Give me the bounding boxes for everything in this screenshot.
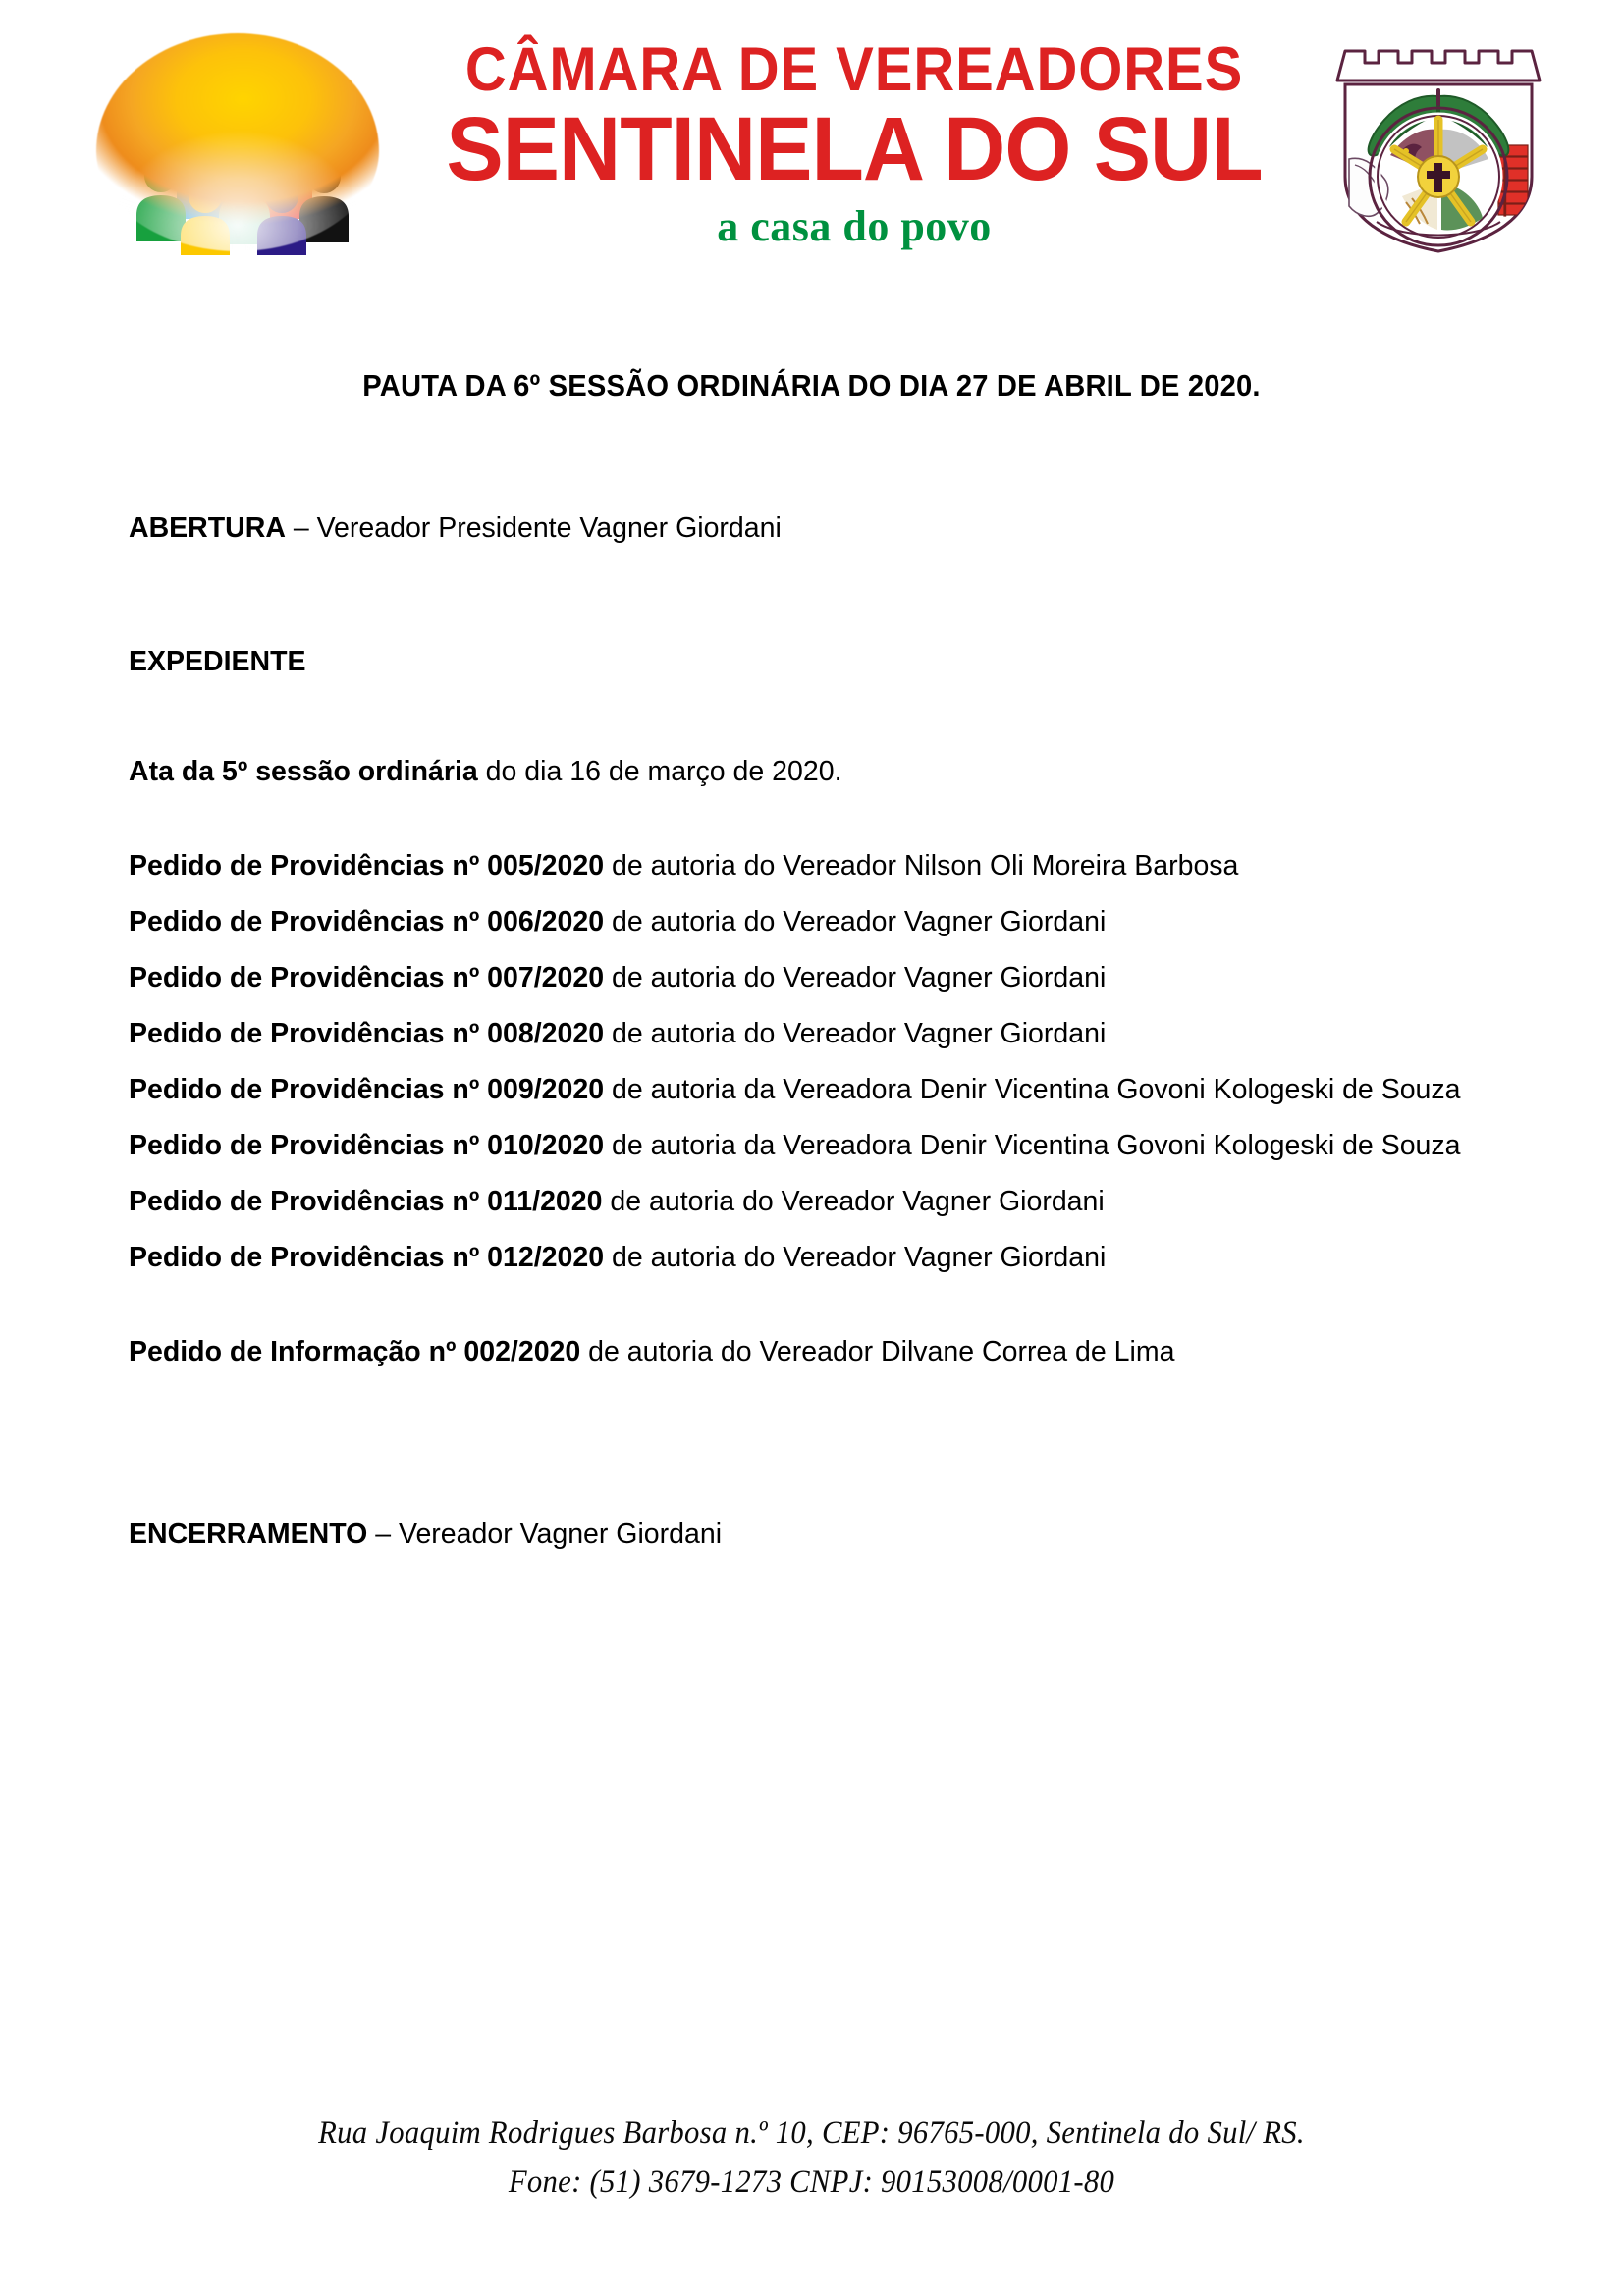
spacer (129, 1107, 1503, 1128)
wordmark-line-camara: CÂMARA DE VEREADORES (464, 35, 1244, 104)
item-text: de autoria do Vereador Dilvane Correa de Lima (580, 1336, 1175, 1367)
spacer (129, 995, 1503, 1016)
item-label: Pedido de Providências nº 009/2020 (129, 1074, 605, 1105)
spacer (129, 679, 1503, 754)
item-label: Pedido de Providências nº 005/2020 (129, 850, 605, 881)
footer-contact: Fone: (51) 3679-1273 CNPJ: 90153008/0001-80 (508, 2164, 1115, 2200)
item-text: de autoria da Vereadora Denir Vicentina Govoni Kologeski de Souza (604, 1074, 1461, 1105)
spacer (129, 939, 1503, 960)
section-encerramento-text: – Vereador Vagner Giordani (367, 1519, 723, 1550)
list-item (129, 904, 1503, 939)
letterhead (0, 0, 1623, 353)
document-body (129, 510, 1503, 1552)
list-item (129, 1128, 1503, 1163)
coat-of-arms-drawing (1316, 29, 1561, 255)
section-encerramento-label: ENCERRAMENTO (129, 1519, 368, 1550)
section-ata (129, 754, 1503, 789)
list-item (129, 1240, 1503, 1275)
page-title: PAUTA DA 6º SESSÃO ORDINÁRIA DO DIA 27 DE ABRIL DE 2020. (362, 368, 1261, 402)
footer-address: Rua Joaquim Rodrigues Barbosa n.º 10, CEP: 96765-000, Sentinela do Sul/ RS. (318, 2115, 1305, 2151)
item-label: Pedido de Providências nº 011/2020 (129, 1186, 603, 1217)
item-label: Pedido de Providências nº 010/2020 (129, 1130, 605, 1161)
spacer (129, 1369, 1503, 1517)
section-ata-text: do dia 16 de março de 2020. (477, 756, 842, 787)
page-footer (0, 2109, 1623, 2207)
list-item (129, 1016, 1503, 1051)
spacer (129, 546, 1503, 644)
item-text: de autoria do Vereador Vagner Giordani (604, 962, 1107, 993)
item-text: de autoria do Vereador Vagner Giordani (604, 1018, 1107, 1049)
item-label: Pedido de Providências nº 007/2020 (129, 962, 605, 993)
item-text: de autoria do Vereador Vagner Giordani (602, 1186, 1105, 1217)
section-ata-label: Ata da 5º sessão ordinária (129, 756, 478, 787)
emblem-oval-background (96, 33, 379, 251)
spacer (129, 1051, 1503, 1072)
section-expediente-label: EXPEDIENTE (129, 646, 306, 677)
section-abertura-text: – Vereador Presidente Vagner Giordani (285, 512, 782, 544)
item-label: Pedido de Providências nº 006/2020 (129, 906, 605, 937)
item-text: de autoria do Vereador Vagner Giordani (604, 906, 1107, 937)
spacer (129, 1275, 1503, 1334)
spacer (129, 1163, 1503, 1184)
section-abertura (129, 510, 1503, 546)
wordmark-line-slogan: a casa do povo (717, 202, 992, 250)
logo-wordmark (422, 37, 1286, 263)
item-text: de autoria do Vereador Vagner Giordani (604, 1242, 1107, 1273)
spacer (129, 789, 1503, 848)
item-label: Pedido de Providências nº 008/2020 (129, 1018, 605, 1049)
item-label: Pedido de Informação nº 002/2020 (129, 1336, 581, 1367)
section-abertura-label: ABERTURA (129, 512, 286, 544)
list-item (129, 960, 1503, 995)
wordmark-line-sentinela: SENTINELA DO SUL (446, 99, 1263, 199)
people-assembly-podium-icon (90, 27, 385, 255)
item-text: de autoria do Vereador Nilson Oli Moreira Barbosa (604, 850, 1239, 881)
list-item-informacao (129, 1334, 1503, 1369)
item-text: de autoria da Vereadora Denir Vicentina Govoni Kologeski de Souza (604, 1130, 1461, 1161)
section-encerramento (129, 1517, 1503, 1552)
list-item (129, 1184, 1503, 1219)
municipal-coat-of-arms-icon (1316, 29, 1561, 255)
list-item (129, 1072, 1503, 1107)
section-expediente (129, 644, 1503, 679)
spacer (129, 883, 1503, 904)
spacer (129, 1219, 1503, 1240)
list-item (129, 848, 1503, 883)
item-label: Pedido de Providências nº 012/2020 (129, 1242, 605, 1273)
